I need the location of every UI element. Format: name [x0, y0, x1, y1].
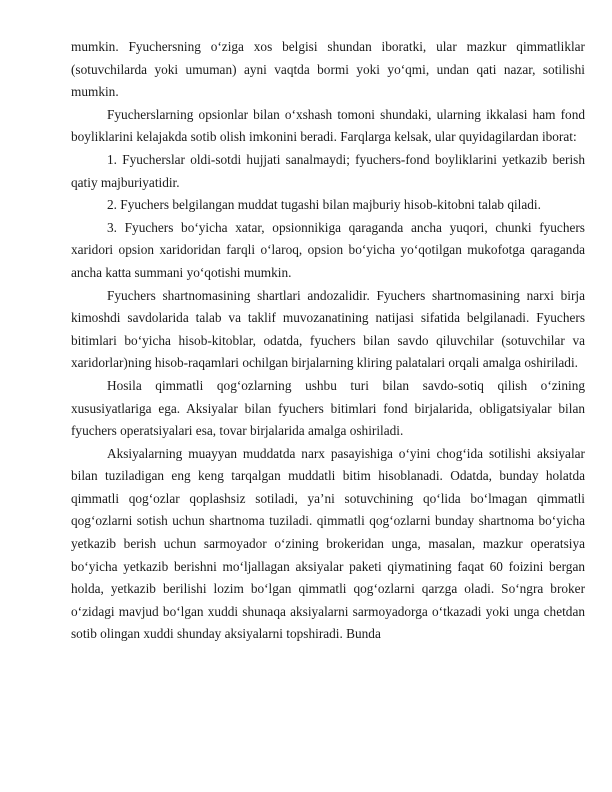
list-item-1: 1. Fyucherslar oldi-sotdi hujjati sanalmaydi; fyuchers-fond boyliklarini yetkazib berish qatiy majburiyatidir.: [71, 151, 585, 190]
list-item-2: 2. Fyuchers belgilangan muddat tugashi bilan majburiy hisob-kitobni talab qiladi.: [107, 197, 541, 213]
paragraph-trading-features: Hosila qimmatli qog‘ozlarning ushbu turi bilan savdo-sotiq qilish o‘zining xususiyatlariga ega. Aksiyalar bilan fyuchers bitimlari fond birjalarida, obligatsiyalar bilan fyuchers operatsiyalari esa, tovar birjalarida amalga oshiriladi.: [71, 377, 585, 439]
list-item-3: 3. Fyuchers bo‘yicha xatar, opsionnikiga qaraganda ancha yuqori, chunki fyuchers xaridori opsion xaridoridan farqli o‘laroq, opsion bo‘yicha yo‘qotilgan mukofotga qaraganda ancha katta summani yo‘qotishi mumkin.: [71, 219, 585, 280]
document-page: [71, 36, 585, 646]
paragraph-short-selling: Aksiyalarning muayyan muddatda narx pasayishiga o‘yini chog‘ida sotilishi aksiyalar bilan tuziladigan eng keng tarqalgan muddatli bitim hisoblanadi. Odatda, bunday holatda qimmatli qog‘ozlar qoplashsiz sotiladi, ya’ni sotuvchining qo‘lida bo‘lmagan qimmatli qog‘ozlarni sotish uchun shartnoma tuziladi. qimmatli qog‘ozlarni bunday shartnoma bo‘yicha yetkazib berish uchun sarmoyador o‘zining brokeridan unga, masalan, mazkur operatsiya bo‘yicha yetkazib berishni mo‘ljallagan aksiyalar paketi qiymatining faqat 60 foizini bergan holda, yetkazib berilishi lozim bo‘lgan qimmatli qog‘ozlarni qarzga oladi. So‘ngra broker o‘zidagi mavjud bo‘lgan xuddi shunaqa aksiyalarni sarmoyadorga o‘tkazadi yoki unga chetdan sotib olingan xuddi shunday aksiyalarni topshiradi. Bunda: [71, 445, 585, 642]
paragraph-contract-terms: Fyuchers shartnomasining shartlari andozalidir. Fyuchers shartnomasining narxi birja kimoshdi savdolarida talab va taklif muvozanatining natijasi sifatida belgilanadi. Fyuchers bitimlari bo‘yicha hisob-kitoblar, odatda, fyuchers bilan savdo qiluvchilar (sotuvchilar va xaridorlar)ning hisob-raqamlari ochilgan birjalarning kliring palatalari orqali amalga oshiriladi.: [71, 287, 585, 371]
paragraph-futures-vs-options: Fyucherslarning opsionlar bilan o‘xshash tomoni shundaki, ularning ikkalasi ham fond boyliklarini kelajakda sotib olish imkonini beradi. Farqlarga kelsak, ular quyidagilardan iborat:: [71, 106, 585, 145]
paragraph-continuation: mumkin. Fyuchersning o‘ziga xos belgisi shundan iboratki, ular mazkur qimmatliklar (sotuvchilarda yoki umuman) ayni vaqtda bormi yoki yo‘qmi, undan qati nazar, sotilishi mumkin.: [71, 39, 585, 100]
